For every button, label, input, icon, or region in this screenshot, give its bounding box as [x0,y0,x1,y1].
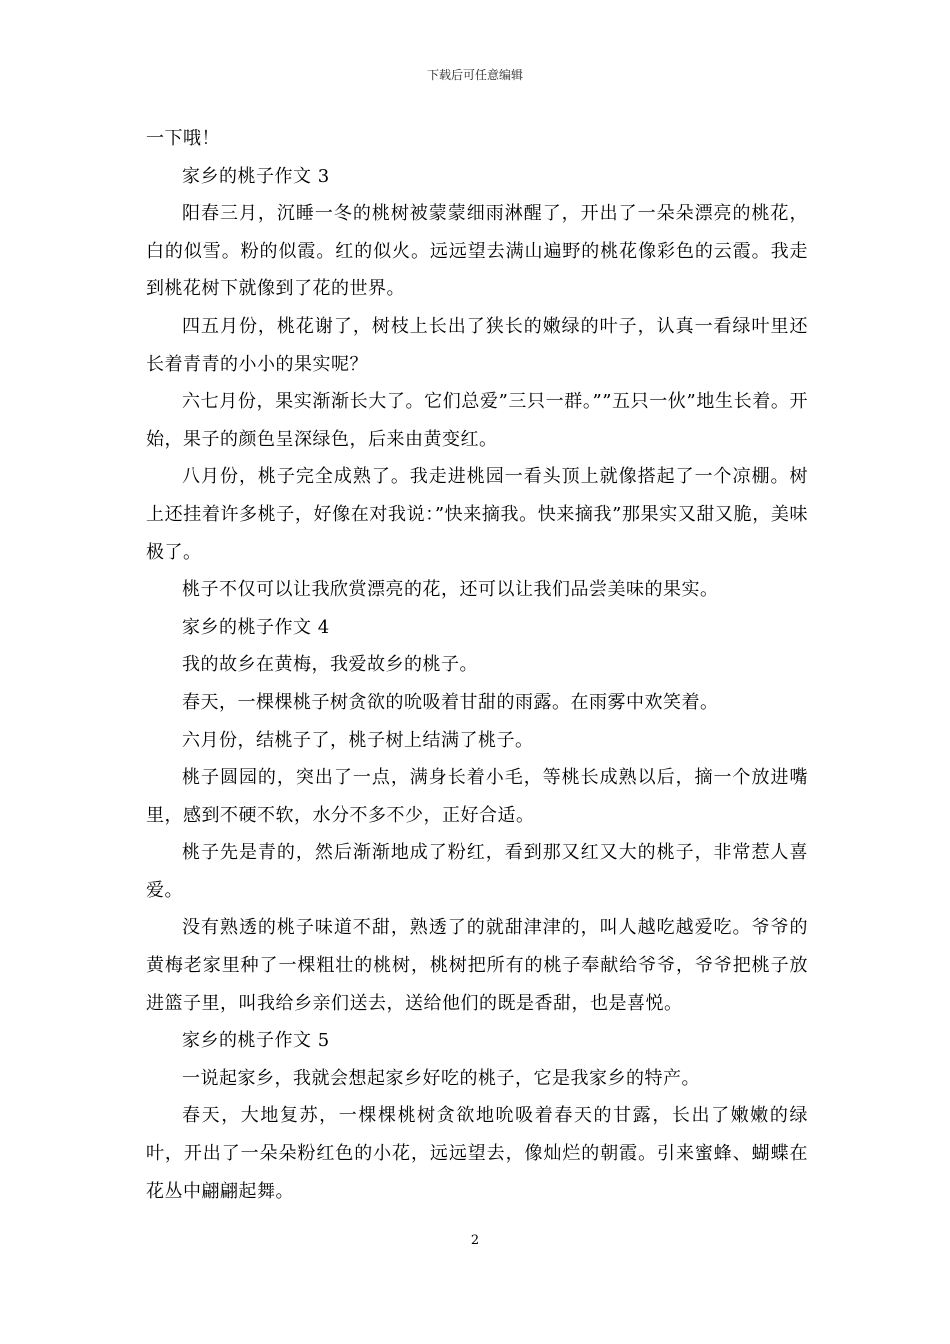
paragraph: 六七月份，果实渐渐长大了。它们总爱”三只一群。””五只一伙”地生长着。开始，果子的颜色呈深绿色，后来由黄变红。 [146,391,808,450]
paragraph: 春天，大地复苏，一棵棵桃树贪欲地吮吸着春天的甘露，长出了嫩嫩的绿叶，开出了一朵朵粉红色的小花，远远望去，像灿烂的朝霞。引来蜜蜂、蝴蝶在花丛中翩翩起舞。 [146,1105,808,1202]
paragraph: 阳春三月，沉睡一冬的桃树被蒙蒙细雨淋醒了，开出了一朵朵漂亮的桃花，白的似雪。粉的似霞。红的似火。远远望去满山遍野的桃花像彩色的云霞。我走到桃花树下就像到了花的世界。 [146,203,808,300]
paragraph: 没有熟透的桃子味道不甜，熟透了的就甜津津的，叫人越吃越爱吃。爷爷的黄梅老家里种了一棵粗壮的桃树，桃树把所有的桃子奉献给爷爷，爷爷把桃子放进篮子里，叫我给乡亲们送去，送给他们的既是香甜，也是喜悦。 [146,917,808,1014]
document-body [146,120,808,1210]
section-heading: 家乡的桃子作文 3 [182,165,330,187]
paragraph: 桃子圆园的，突出了一点，满身长着小毛，等桃长成熟以后，摘一个放进嘴里，感到不硬不软，水分不多不少，正好合适。 [146,767,808,826]
page-header: 下载后可任意编辑 [426,68,523,82]
paragraph: 一下哦！ [146,128,220,149]
page-number: 2 [470,1233,480,1248]
paragraph: 我的故乡在黄梅，我爱故乡的桃子。 [182,654,478,676]
paragraph: 春天，一棵棵桃子树贪欲的吮吸着甘甜的雨露。在雨雾中欢笑着。 [182,691,719,713]
paragraph: 桃子先是青的，然后渐渐地成了粉红，看到那又红又大的桃子，非常惹人喜爱。 [146,842,808,901]
paragraph: 桃子不仅可以让我欣赏漂亮的花，还可以让我们品尝美味的果实。 [182,579,719,601]
section-heading: 家乡的桃子作文 4 [182,616,330,638]
paragraph: 一说起家乡，我就会想起家乡好吃的桃子，它是我家乡的特产。 [182,1067,700,1089]
paragraph: 六月份，结桃子了，桃子树上结满了桃子。 [182,729,534,751]
section-heading: 家乡的桃子作文 5 [182,1030,330,1052]
paragraph: 八月份，桃子完全成熟了。我走进桃园一看头顶上就像搭起了一个凉棚。树上还挂着许多桃子，好像在对我说：”快来摘我。快来摘我”那果实又甜又脆，美味极了。 [146,466,808,563]
paragraph: 四五月份，桃花谢了，树枝上长出了狭长的嫩绿的叶子，认真一看绿叶里还长着青青的小小的果实呢？ [146,315,808,375]
